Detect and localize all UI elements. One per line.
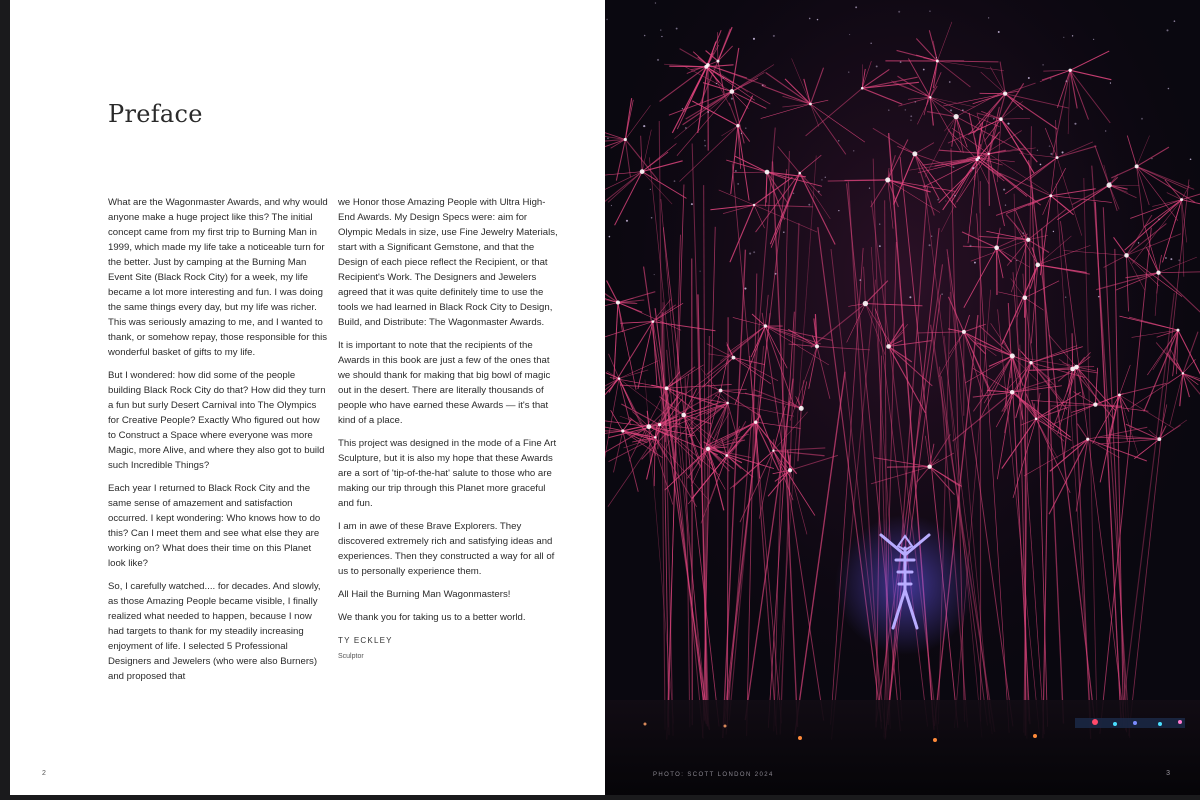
paragraph: Each year I returned to Black Rock City and the same sense of amazement and satisfaction occurred. I kept wondering: Who knows how to do this? Can I meet them and see what else they are working on? What does their time on this Planet look like? — [108, 483, 321, 569]
fireworks-photo — [605, 0, 1200, 795]
left-page — [10, 0, 605, 795]
paragraph: But I wondered: how did some of the people building Black Rock City do that? How did they turn a fun but surly Desert Carnival into The Olympics for Creative People? Exactly Who figured out how to Construct a Space where everyone was more Magic, more Alive, and where they also got to build such Incredible Things? — [108, 370, 326, 471]
signature-role: Sculptor — [338, 653, 364, 660]
paragraph: I am in awe of these Brave Explorers. They discovered extremely rich and satisfying ideas and experiences. Then they constructed a way for all of us to personally experience them. — [338, 521, 555, 577]
photo-credit: PHOTO: SCOTT LONDON 2024 — [653, 772, 774, 778]
paragraph: we Honor those Amazing People with Ultra High-End Awards. My Design Specs were: aim for Olympic Medals in size, use Fine Jewelry Materials, start with a Significant Gemstone, and that the Design of each piece reflect the Recipient, or that Recipient's Work. The Designers and Jewelers agreed that it was quite definitely time to use the tools we had learned in Black Rock City to Design, Build, and Distribute: The Wagonmaster Awards. — [338, 197, 558, 328]
signature-name: TY ECKLEY — [338, 636, 393, 645]
text-column-2 — [338, 195, 560, 664]
paragraph: We thank you for taking us to a better world. — [338, 612, 526, 623]
right-page — [605, 0, 1200, 795]
page-title: Preface — [108, 100, 203, 128]
paragraph: This project was designed in the mode of a Fine Art Sculpture, but it is also my hope that these Awards are a sort of 'tip-of-the-hat' salute to those who are making our trip through this Planet more graceful and fun. — [338, 438, 557, 509]
paragraph: So, I carefully watched.... for decades. And slowly, as those Amazing People became visible, I finally realized what needed to happen, because I now had targets to thank for my steadily increasing enjoyment of life. I selected 5 Professional Designers and Jewelers (who were also Burners) and proposed that — [108, 581, 321, 682]
text-column-1 — [108, 195, 330, 692]
page-number-left: 2 — [42, 770, 46, 777]
page-number-right: 3 — [1166, 770, 1170, 777]
paragraph: All Hail the Burning Man Wagonmasters! — [338, 589, 511, 600]
paragraph: It is important to note that the recipients of the Awards in this book are just a few of the ones that we should thank for making that big bowl of magic out in the desert. There are literally thousands of people who have earned these Awards — it's that kind of a place. — [338, 340, 551, 426]
paragraph: What are the Wagonmaster Awards, and why would anyone make a huge project like this? The initial concept came from my first trip to Burning Man in 1999, which made my life take a noticeable turn for the better. Just by camping at the Burning Man Event Site (Black Rock City) for a week, my life became a lot more interesting and fun. I was doing the same things every day, but my life was richer. This was seriously amazing to me, and I wanted to thank, or somehow repay, those responsible for this wonderful basket of gifts to my life. — [108, 197, 328, 358]
